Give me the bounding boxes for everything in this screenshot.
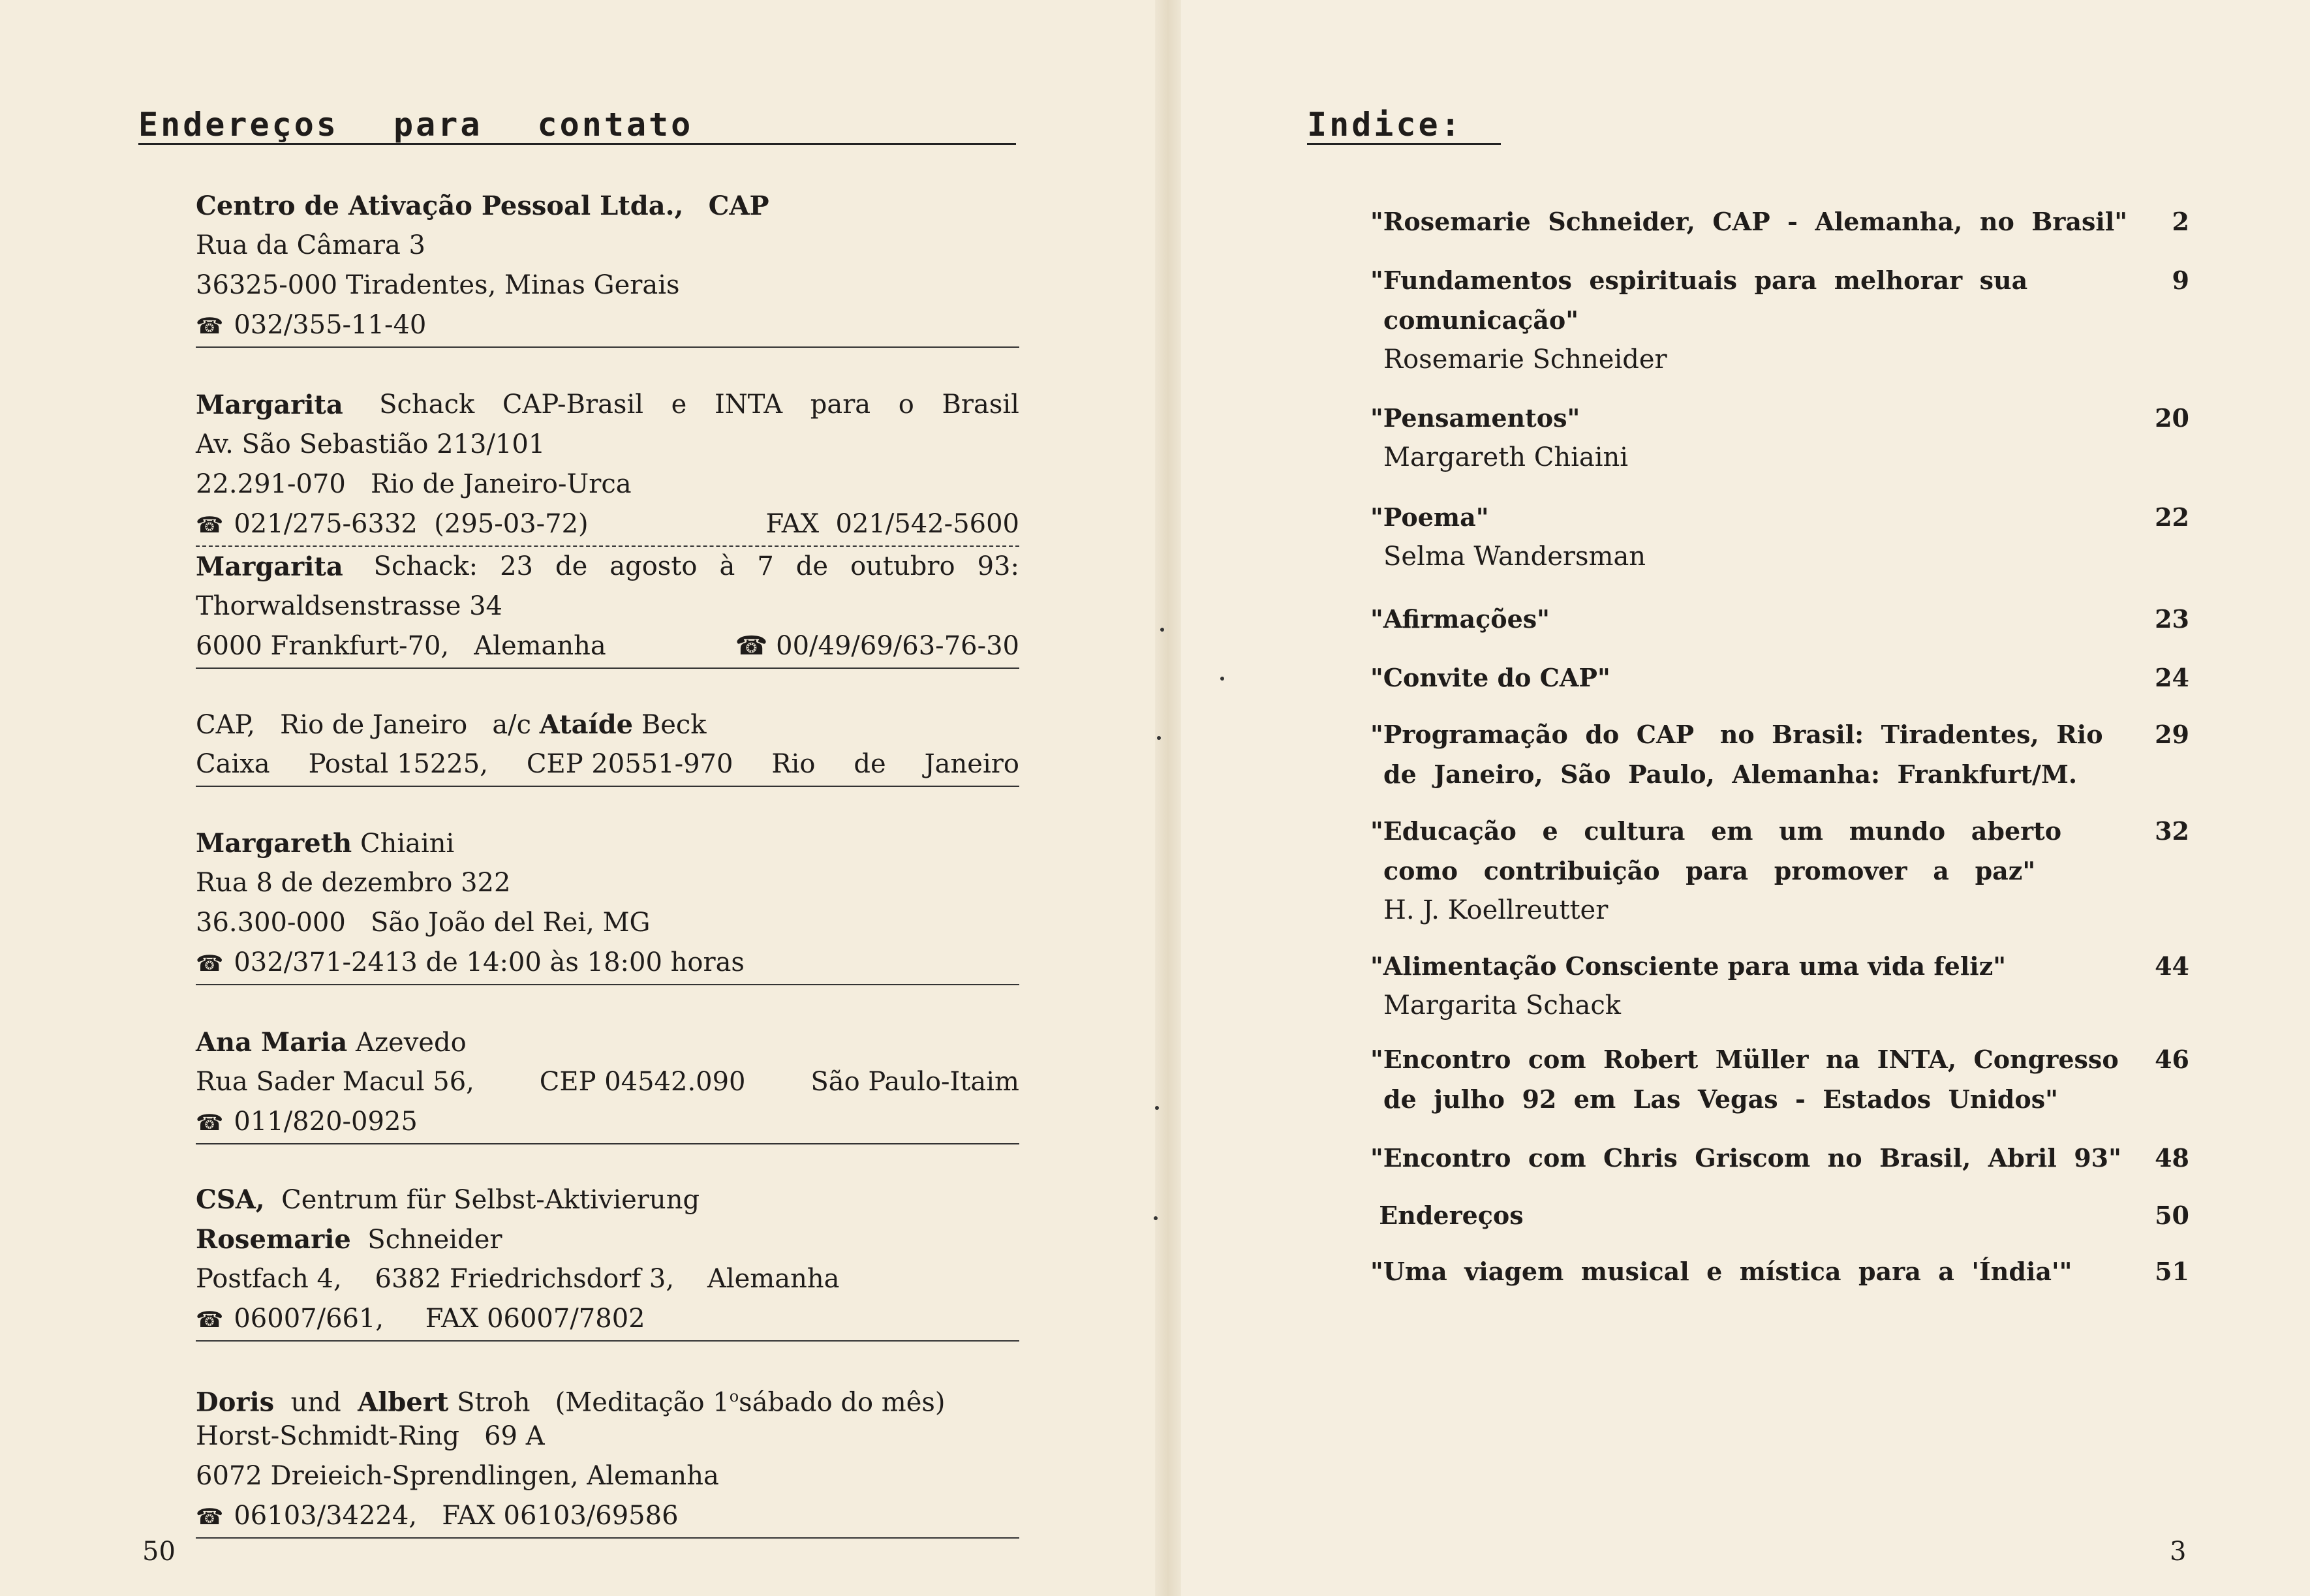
contact-line	[196, 1259, 1019, 1299]
toc-title[interactable]: de julho 92 em Las Vegas - Estados Unidos"	[1383, 1084, 2058, 1114]
contact-text: Margarita	[196, 390, 343, 420]
toc-title[interactable]: "Alimentação Consciente para uma vida feliz"	[1370, 951, 2007, 981]
toc-page-number[interactable]: 9	[2172, 266, 2189, 295]
toc-title-line	[1370, 851, 2189, 891]
contact-text: Margarita	[196, 551, 343, 582]
toc-author: H. J. Koellreutter	[1383, 895, 1609, 925]
contact-block	[196, 385, 1019, 669]
toc-page-number[interactable]: 23	[2155, 604, 2189, 634]
contact-text: Chiaini	[352, 829, 455, 859]
contact-text: Schneider	[350, 1225, 502, 1255]
toc-author: Selma Wandersman	[1383, 542, 1646, 572]
contact-text: 36.300-000 São João del Rei, MG	[196, 908, 651, 938]
contact-text: Stroh (Meditação 1	[448, 1387, 730, 1418]
contact-text: 93:	[977, 551, 1019, 581]
toc-entry[interactable]	[1370, 714, 2189, 794]
contact-text: agosto	[609, 551, 698, 581]
toc-page-number[interactable]: 20	[2155, 403, 2189, 433]
toc-title[interactable]: "Rosemarie Schneider, CAP - Alemanha, no Brasil"	[1370, 207, 2128, 236]
contact-text: de	[555, 551, 588, 581]
contact-line	[196, 547, 1019, 587]
toc-title[interactable]: "Convite do CAP"	[1370, 663, 1610, 692]
toc-title-line	[1370, 1138, 2189, 1178]
toc-title[interactable]: "Pensamentos"	[1370, 403, 1580, 433]
contact-line	[196, 186, 1019, 226]
phone-icon: ☎	[196, 951, 224, 977]
contact-text: 06103/34224, FAX 06103/69586	[234, 1501, 679, 1531]
toc-entry[interactable]	[1370, 398, 2189, 478]
contact-line	[196, 744, 1019, 784]
left-page-number: 50	[142, 1537, 176, 1567]
contact-block	[196, 705, 1019, 787]
contact-line	[196, 705, 1019, 744]
toc-title-line	[1370, 658, 2189, 698]
toc-page-number[interactable]: 51	[2155, 1257, 2189, 1286]
index-heading-underline	[1307, 143, 1501, 145]
contact-text: 36325-000 Tiradentes, Minas Gerais	[196, 270, 680, 300]
contact-line	[196, 1456, 1019, 1496]
contact-line	[196, 504, 1019, 544]
toc-entry[interactable]	[1370, 1138, 2189, 1178]
contact-text: Ana Maria	[196, 1027, 348, 1058]
toc-page-number[interactable]: 22	[2155, 502, 2189, 532]
contact-text: CAP, Rio de Janeiro a/c	[196, 710, 540, 740]
contact-text: Schack	[371, 390, 475, 420]
contact-text: Ataíde	[539, 709, 634, 740]
phone-icon: ☎	[196, 313, 224, 339]
contact-line	[196, 1022, 1019, 1062]
contact-divider	[196, 346, 1019, 348]
contact-text: outubro	[850, 551, 955, 581]
toc-title-line	[1370, 946, 2189, 986]
contact-text: 23	[500, 551, 533, 581]
toc-title-line	[1370, 1251, 2189, 1291]
contact-line	[196, 1180, 1019, 1220]
toc-title[interactable]: como contribuição para promover a paz"	[1383, 856, 2036, 885]
contact-line	[196, 305, 1019, 345]
page-speck	[1157, 736, 1161, 740]
contact-line	[196, 587, 1019, 626]
contact-text: para	[810, 390, 871, 420]
toc-author: Rosemarie Schneider	[1383, 345, 1667, 375]
contact-text: 021/275-6332 (295-03-72)	[234, 509, 589, 539]
contact-line	[196, 1102, 1019, 1142]
page-speck	[1160, 628, 1164, 632]
contact-line	[196, 1496, 1019, 1536]
toc-entry[interactable]	[1370, 599, 2189, 639]
contact-line	[196, 385, 1019, 425]
contact-line	[196, 1220, 1019, 1259]
toc-page-number[interactable]: 48	[2155, 1143, 2189, 1173]
contact-text: INTA	[714, 390, 783, 420]
toc-title[interactable]: "Programação do CAP no Brasil: Tiradentes, Rio	[1370, 720, 2103, 749]
contact-text: de	[854, 749, 886, 779]
toc-entry[interactable]	[1370, 1039, 2189, 1119]
contact-text: ☎ 00/49/69/63-76-30	[735, 631, 1019, 661]
contact-line	[196, 425, 1019, 465]
contact-line	[196, 1417, 1019, 1456]
contact-line	[196, 1377, 1019, 1417]
toc-entry[interactable]	[1370, 260, 2189, 380]
toc-entry[interactable]	[1370, 202, 2189, 241]
contact-text: Doris	[196, 1387, 275, 1418]
contact-text: Rua Sader Macul 56,	[196, 1067, 474, 1097]
contact-text: 032/355-11-40	[234, 310, 427, 340]
contact-text: Azevedo	[347, 1028, 467, 1058]
contact-text: 6072 Dreieich-Sprendlingen, Alemanha	[196, 1461, 719, 1491]
contact-text: Av. São Sebastião 213/101	[196, 429, 546, 459]
contact-text: o	[729, 1387, 739, 1405]
contact-block	[196, 186, 1019, 348]
contact-text: 6000 Frankfurt-70, Alemanha	[196, 631, 606, 661]
contact-text: Beck	[633, 710, 707, 740]
toc-title-line	[1370, 1079, 2189, 1119]
toc-title[interactable]: "Encontro com Chris Griscom no Brasil, Abril 93"	[1370, 1143, 2121, 1173]
toc-title[interactable]: de Janeiro, São Paulo, Alemanha: Frankfurt/M.	[1383, 760, 2078, 789]
contact-text: Caixa	[196, 749, 270, 779]
contact-text: 06007/661, FAX 06007/7802	[234, 1304, 645, 1334]
phone-icon: ☎	[196, 1110, 224, 1136]
toc-title-line	[1370, 599, 2189, 639]
contact-text: Rosemarie	[196, 1224, 351, 1255]
toc-title-line	[1370, 202, 2189, 241]
contact-text: à	[719, 551, 735, 581]
contact-text: Rua da Câmara 3	[196, 230, 425, 260]
contact-text: 22.291-070 Rio de Janeiro-Urca	[196, 469, 632, 499]
page-speck	[1154, 1216, 1158, 1220]
contact-text: FAX 021/542-5600	[765, 509, 1019, 539]
contact-block	[196, 1377, 1019, 1539]
toc-title[interactable]: comunicação"	[1383, 305, 1579, 335]
contact-line	[196, 903, 1019, 943]
contact-text: Centro de Ativação Pessoal Ltda.,	[196, 191, 684, 221]
contact-text: e	[671, 390, 687, 420]
toc-entry[interactable]	[1370, 497, 2189, 577]
contact-divider	[196, 1537, 1019, 1539]
toc-title[interactable]: Endereços	[1370, 1201, 1524, 1230]
contact-text: Schack:	[365, 551, 478, 581]
contact-text: São Paulo-Itaim	[810, 1067, 1019, 1097]
toc-author: Margareth Chiaini	[1383, 442, 1629, 472]
page-speck	[1220, 677, 1224, 681]
toc-entry[interactable]	[1370, 811, 2189, 930]
phone-icon: ☎	[196, 1307, 224, 1333]
toc-page-number[interactable]: 44	[2155, 951, 2189, 981]
contact-text: Rua 8 de dezembro 322	[196, 868, 511, 898]
page-speck	[1155, 1106, 1159, 1110]
contact-text: sábado do mês)	[739, 1387, 946, 1418]
contact-divider	[196, 1143, 1019, 1144]
contact-text: 032/371-2413 de 14:00 às 18:00 horas	[234, 947, 745, 977]
contact-text: CAP-Brasil	[502, 390, 644, 420]
toc-page-number[interactable]: 50	[2155, 1201, 2189, 1230]
contact-text: und	[274, 1387, 358, 1418]
toc-title-line	[1370, 1039, 2189, 1079]
contact-line	[196, 1299, 1019, 1339]
toc-title[interactable]: "Encontro com Robert Müller na INTA, Congresso	[1370, 1045, 2119, 1074]
contact-text: Brasil	[942, 390, 1019, 420]
toc-page-number[interactable]: 29	[2155, 720, 2189, 749]
toc-title[interactable]: "Uma viagem musical e mística para a 'Índia'"	[1370, 1257, 2072, 1286]
contact-text: 011/820-0925	[234, 1107, 418, 1137]
right-page-number: 3	[2170, 1537, 2187, 1567]
contact-divider	[196, 786, 1019, 787]
toc-page-number[interactable]: 24	[2155, 663, 2189, 692]
book-gutter	[1155, 0, 1181, 1596]
contact-line	[196, 465, 1019, 504]
toc-entry[interactable]	[1370, 946, 2189, 1026]
index-heading: Indice:	[1307, 106, 1463, 144]
toc-title[interactable]: "Poema"	[1370, 502, 1489, 532]
contact-text: CEP 04542.090	[539, 1067, 746, 1097]
toc-author: Margarita Schack	[1383, 990, 1621, 1021]
contact-text: CAP	[708, 191, 769, 221]
contact-text: Thorwaldsenstrasse 34	[196, 591, 502, 621]
contact-text: 7	[757, 551, 774, 581]
contact-line	[196, 823, 1019, 863]
toc-title[interactable]: "Educação e cultura em um mundo aberto	[1370, 816, 2062, 846]
contact-line	[196, 1062, 1019, 1102]
contact-block	[196, 823, 1019, 985]
contact-text: Rio	[771, 749, 816, 779]
toc-title-line	[1370, 300, 2189, 340]
toc-page-number[interactable]: 32	[2155, 816, 2189, 846]
toc-title[interactable]: "Fundamentos espirituais para melhorar sua	[1370, 266, 2028, 295]
contact-text	[683, 191, 708, 221]
toc-title-line	[1370, 714, 2189, 754]
toc-title-line	[1370, 754, 2189, 794]
toc-title-line	[1370, 811, 2189, 851]
contact-divider	[196, 668, 1019, 669]
contact-text: Janeiro	[924, 749, 1019, 779]
toc-entry[interactable]	[1370, 658, 2189, 698]
toc-entry[interactable]	[1370, 1251, 2189, 1291]
toc-title[interactable]: "Afirmações"	[1370, 604, 1550, 634]
contact-divider	[196, 984, 1019, 985]
toc-title-line	[1370, 497, 2189, 537]
contact-text: de	[795, 551, 829, 581]
contact-divider	[196, 1340, 1019, 1342]
contact-text: o	[898, 390, 914, 420]
contact-text: CSA,	[196, 1184, 265, 1215]
contact-text: Margareth	[196, 828, 352, 859]
contact-line	[196, 626, 1019, 666]
contact-line	[196, 266, 1019, 305]
contact-text: Horst-Schmidt-Ring 69 A	[196, 1421, 545, 1451]
toc-page-number[interactable]: 2	[2172, 207, 2189, 236]
toc-title-line	[1370, 260, 2189, 300]
toc-entry[interactable]	[1370, 1195, 2189, 1235]
contact-text: CEP 20551-970	[526, 749, 733, 779]
toc-title-line	[1370, 398, 2189, 438]
phone-icon: ☎	[196, 1504, 224, 1530]
contact-line	[196, 943, 1019, 983]
contact-text: Postal 15225,	[308, 749, 488, 779]
contact-block	[196, 1022, 1019, 1144]
contacts-heading-underline	[138, 143, 1016, 145]
contact-text: Postfach 4, 6382 Friedrichsdorf 3, Alemanha	[196, 1264, 840, 1294]
contact-line-group	[196, 504, 589, 544]
contact-text: Albert	[358, 1387, 449, 1418]
contact-line	[196, 226, 1019, 266]
contact-text: Centrum für Selbst-Aktivierung	[264, 1185, 700, 1215]
toc-title-line	[1370, 1195, 2189, 1235]
phone-icon: ☎	[196, 512, 224, 538]
toc-page-number[interactable]: 46	[2155, 1045, 2189, 1074]
contact-block	[196, 1180, 1019, 1342]
contact-line	[196, 863, 1019, 903]
contacts-heading: Endereços para contato	[138, 106, 694, 144]
